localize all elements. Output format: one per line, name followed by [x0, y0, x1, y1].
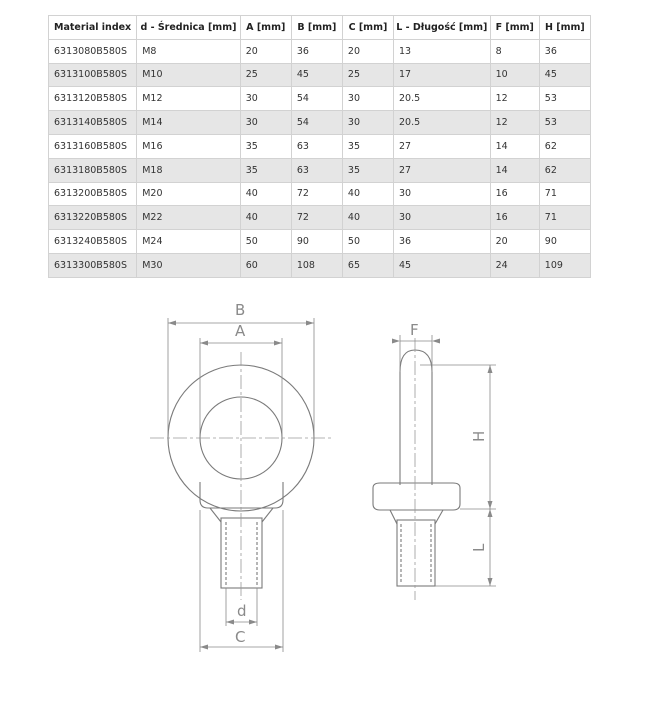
table-cell: 36 [539, 39, 590, 63]
table-header-row [49, 16, 591, 40]
table-cell: M10 [137, 63, 240, 87]
table-cell: 12 [490, 111, 539, 135]
table-cell: 63 [291, 158, 342, 182]
table-cell: 60 [240, 253, 291, 277]
table-cell: 53 [539, 87, 590, 111]
table-cell: 35 [240, 134, 291, 158]
table-cell: 54 [291, 87, 342, 111]
header-f: F [mm] [490, 16, 539, 40]
header-length: L - Długość [mm] [393, 16, 490, 40]
label-b: B [235, 301, 246, 319]
label-h: H [470, 430, 488, 442]
table-cell: 30 [240, 111, 291, 135]
table-cell: 6313200B580S [49, 182, 137, 206]
table-cell: 6313120B580S [49, 87, 137, 111]
table-cell: 20 [342, 39, 393, 63]
table-cell: 6313100B580S [49, 63, 137, 87]
dimension-table [48, 15, 591, 278]
table-cell: 6313160B580S [49, 134, 137, 158]
table-cell: 20.5 [393, 111, 490, 135]
table-cell: 90 [539, 230, 590, 254]
table-row [49, 39, 591, 63]
table-cell: 45 [291, 63, 342, 87]
header-c: C [mm] [342, 16, 393, 40]
front-shank [221, 518, 262, 588]
table-cell: M22 [137, 206, 240, 230]
table-cell: 109 [539, 253, 590, 277]
table-cell: 50 [342, 230, 393, 254]
side-shank [397, 520, 435, 586]
table-cell: 20 [490, 230, 539, 254]
label-a: A [235, 322, 246, 340]
table-cell: M8 [137, 39, 240, 63]
table-body [49, 39, 591, 277]
table-cell: 50 [240, 230, 291, 254]
table-row [49, 87, 591, 111]
table-cell: M12 [137, 87, 240, 111]
table-cell: 30 [342, 87, 393, 111]
table-cell: M14 [137, 111, 240, 135]
table-cell: 40 [240, 182, 291, 206]
table-cell: 20 [240, 39, 291, 63]
table-cell: M30 [137, 253, 240, 277]
table-cell: 30 [342, 111, 393, 135]
table-cell: 12 [490, 87, 539, 111]
table-cell: 63 [291, 134, 342, 158]
table-cell: 71 [539, 206, 590, 230]
table-cell: 6313300B580S [49, 253, 137, 277]
label-d: d [237, 602, 247, 620]
table-cell: 14 [490, 158, 539, 182]
table-cell: 40 [342, 206, 393, 230]
table-cell: 62 [539, 134, 590, 158]
table-cell: 72 [291, 182, 342, 206]
table-cell: 16 [490, 206, 539, 230]
header-material-index: Material index [49, 16, 137, 40]
table-cell: M24 [137, 230, 240, 254]
table-cell: 8 [490, 39, 539, 63]
table-cell: 72 [291, 206, 342, 230]
table-cell: 45 [539, 63, 590, 87]
table-cell: 65 [342, 253, 393, 277]
table-cell: 6313240B580S [49, 230, 137, 254]
table-cell: 20.5 [393, 87, 490, 111]
table-cell: 53 [539, 111, 590, 135]
table-cell: M18 [137, 158, 240, 182]
table-cell: 14 [490, 134, 539, 158]
table-cell: 6313080B580S [49, 39, 137, 63]
table-cell: 40 [342, 182, 393, 206]
eye-bolt-drawing [50, 290, 591, 702]
table-cell: 45 [393, 253, 490, 277]
table-cell: 13 [393, 39, 490, 63]
table-cell: 36 [291, 39, 342, 63]
table-cell: 6313180B580S [49, 158, 137, 182]
table-row [49, 111, 591, 135]
table-row [49, 63, 591, 87]
table-cell: 25 [240, 63, 291, 87]
table-cell: 17 [393, 63, 490, 87]
table-cell: 54 [291, 111, 342, 135]
table-cell: 90 [291, 230, 342, 254]
header-h: H [mm] [539, 16, 590, 40]
header-a: A [mm] [240, 16, 291, 40]
header-diameter: d - Średnica [mm] [137, 16, 240, 40]
table-cell: 27 [393, 158, 490, 182]
table-cell: 30 [393, 182, 490, 206]
table-cell: 36 [393, 230, 490, 254]
table-cell: 30 [393, 206, 490, 230]
label-l: L [470, 543, 488, 552]
label-c: C [235, 628, 246, 646]
table-cell: 62 [539, 158, 590, 182]
table-cell: 35 [342, 158, 393, 182]
header-b: B [mm] [291, 16, 342, 40]
table-cell: 24 [490, 253, 539, 277]
table-cell: 35 [240, 158, 291, 182]
table-row [49, 230, 591, 254]
table-cell: 30 [240, 87, 291, 111]
table-row [49, 134, 591, 158]
table-cell: 71 [539, 182, 590, 206]
side-collar [373, 483, 460, 510]
table-cell: 6313140B580S [49, 111, 137, 135]
table-cell: M20 [137, 182, 240, 206]
table-cell: 6313220B580S [49, 206, 137, 230]
table-cell: 40 [240, 206, 291, 230]
table-row [49, 206, 591, 230]
table-cell: 10 [490, 63, 539, 87]
table-cell: 27 [393, 134, 490, 158]
table-cell: 108 [291, 253, 342, 277]
table-row [49, 158, 591, 182]
table-cell: 35 [342, 134, 393, 158]
front-collar [200, 482, 283, 508]
table-row [49, 182, 591, 206]
label-f: F [410, 321, 419, 339]
side-tongue [400, 350, 432, 485]
table-row [49, 253, 591, 277]
table-cell: 25 [342, 63, 393, 87]
table-cell: 16 [490, 182, 539, 206]
table-cell: M16 [137, 134, 240, 158]
